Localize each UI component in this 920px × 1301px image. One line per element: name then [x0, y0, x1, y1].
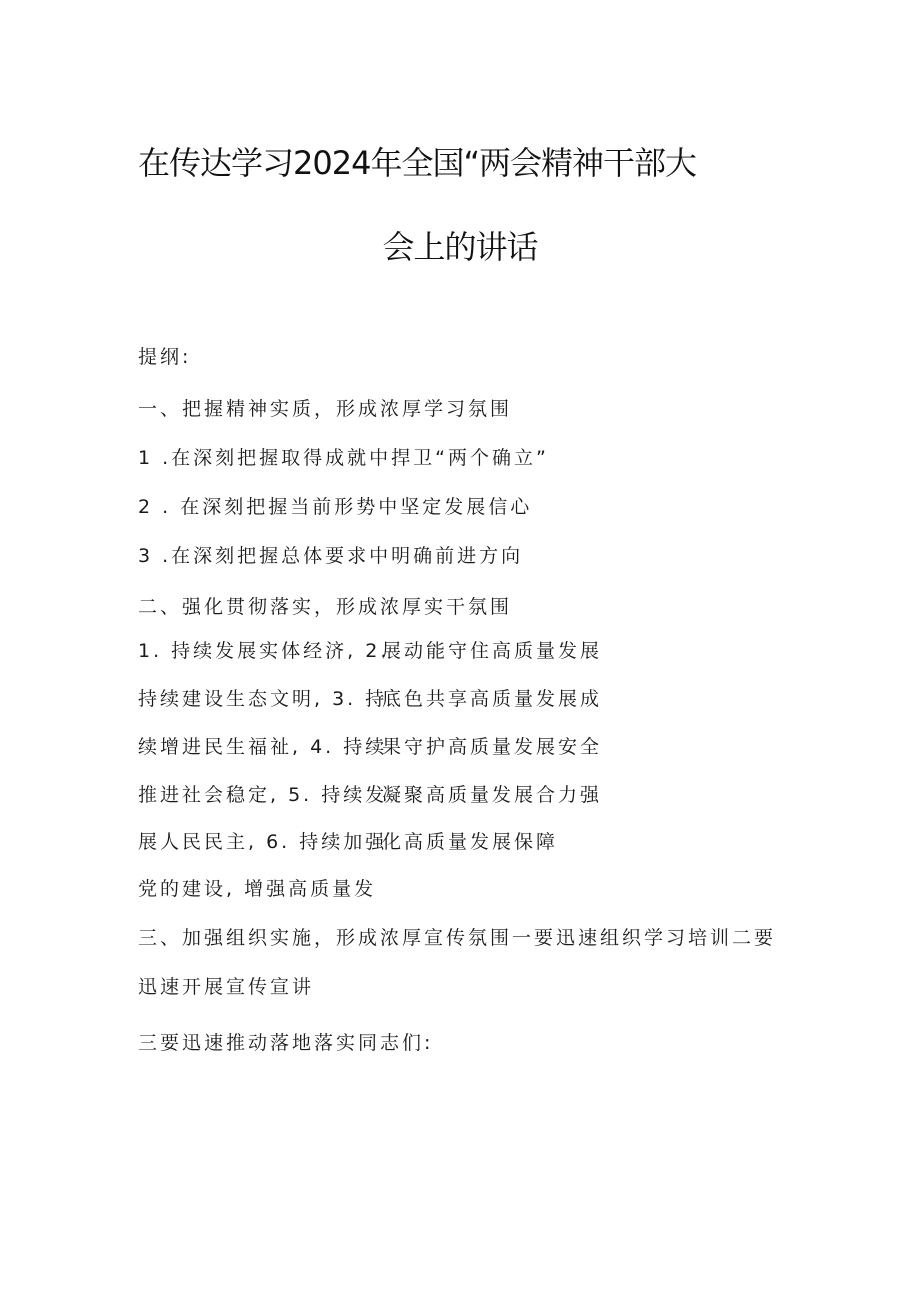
outline-label: 提纲: [138, 346, 192, 368]
section-2-left-line-6: 党的建设, 增强高质量发 [138, 878, 377, 900]
closing-line: 三要迅速推动落地落实同志们: [138, 1032, 434, 1054]
section-2-heading: 二、强化贯彻落实，形成浓厚实干氛围 [138, 596, 513, 618]
section-2-right-line-5: 化高质量发展保障 [382, 831, 559, 853]
document-title-line-2: 会上的讲话 [382, 228, 538, 266]
section-2-right-line-1: 展动能守住高质量发展 [382, 640, 603, 662]
section-2-left-line-2: 持续建设生态文明, 3. 持 [138, 688, 388, 710]
section-2-left-line-5: 展人民民主, 6. 持续加强 [138, 831, 388, 853]
document-title-line-1: 在传达学习2024年全国“两会精神干部大 [138, 144, 697, 182]
section-1-item-3: 3 .在深刻把握总体要求中明确前进方向 [138, 545, 524, 567]
section-3-heading-line-1: 三、加强组织实施，形成浓厚宣传氛围一要迅速组织学习培训二要 [138, 927, 777, 949]
section-1-heading: 一、把握精神实质，形成浓厚学习氛围 [138, 398, 513, 420]
section-2-left-line-1: 1. 持续发展实体经济, 2. [138, 640, 390, 662]
section-2-right-line-2: 底色共享高质量发展成 [382, 688, 603, 710]
section-1-item-2: 2 . 在深刻把握当前形势中坚定发展信心 [138, 496, 533, 518]
section-3-heading-line-2: 迅速开展宣传宣讲 [138, 976, 315, 998]
section-2-right-line-3: 果守护高质量发展安全 [382, 736, 603, 758]
section-2-right-line-4: 凝聚高质量发展合力强 [382, 784, 603, 806]
section-1-item-1: 1 .在深刻把握取得成就中捍卫“两个确立” [138, 447, 549, 469]
section-2-left-line-3: 续增进民生福祉, 4. 持续 [138, 736, 388, 758]
section-2-left-line-4: 推进社会稳定, 5. 持续发 [138, 784, 388, 806]
